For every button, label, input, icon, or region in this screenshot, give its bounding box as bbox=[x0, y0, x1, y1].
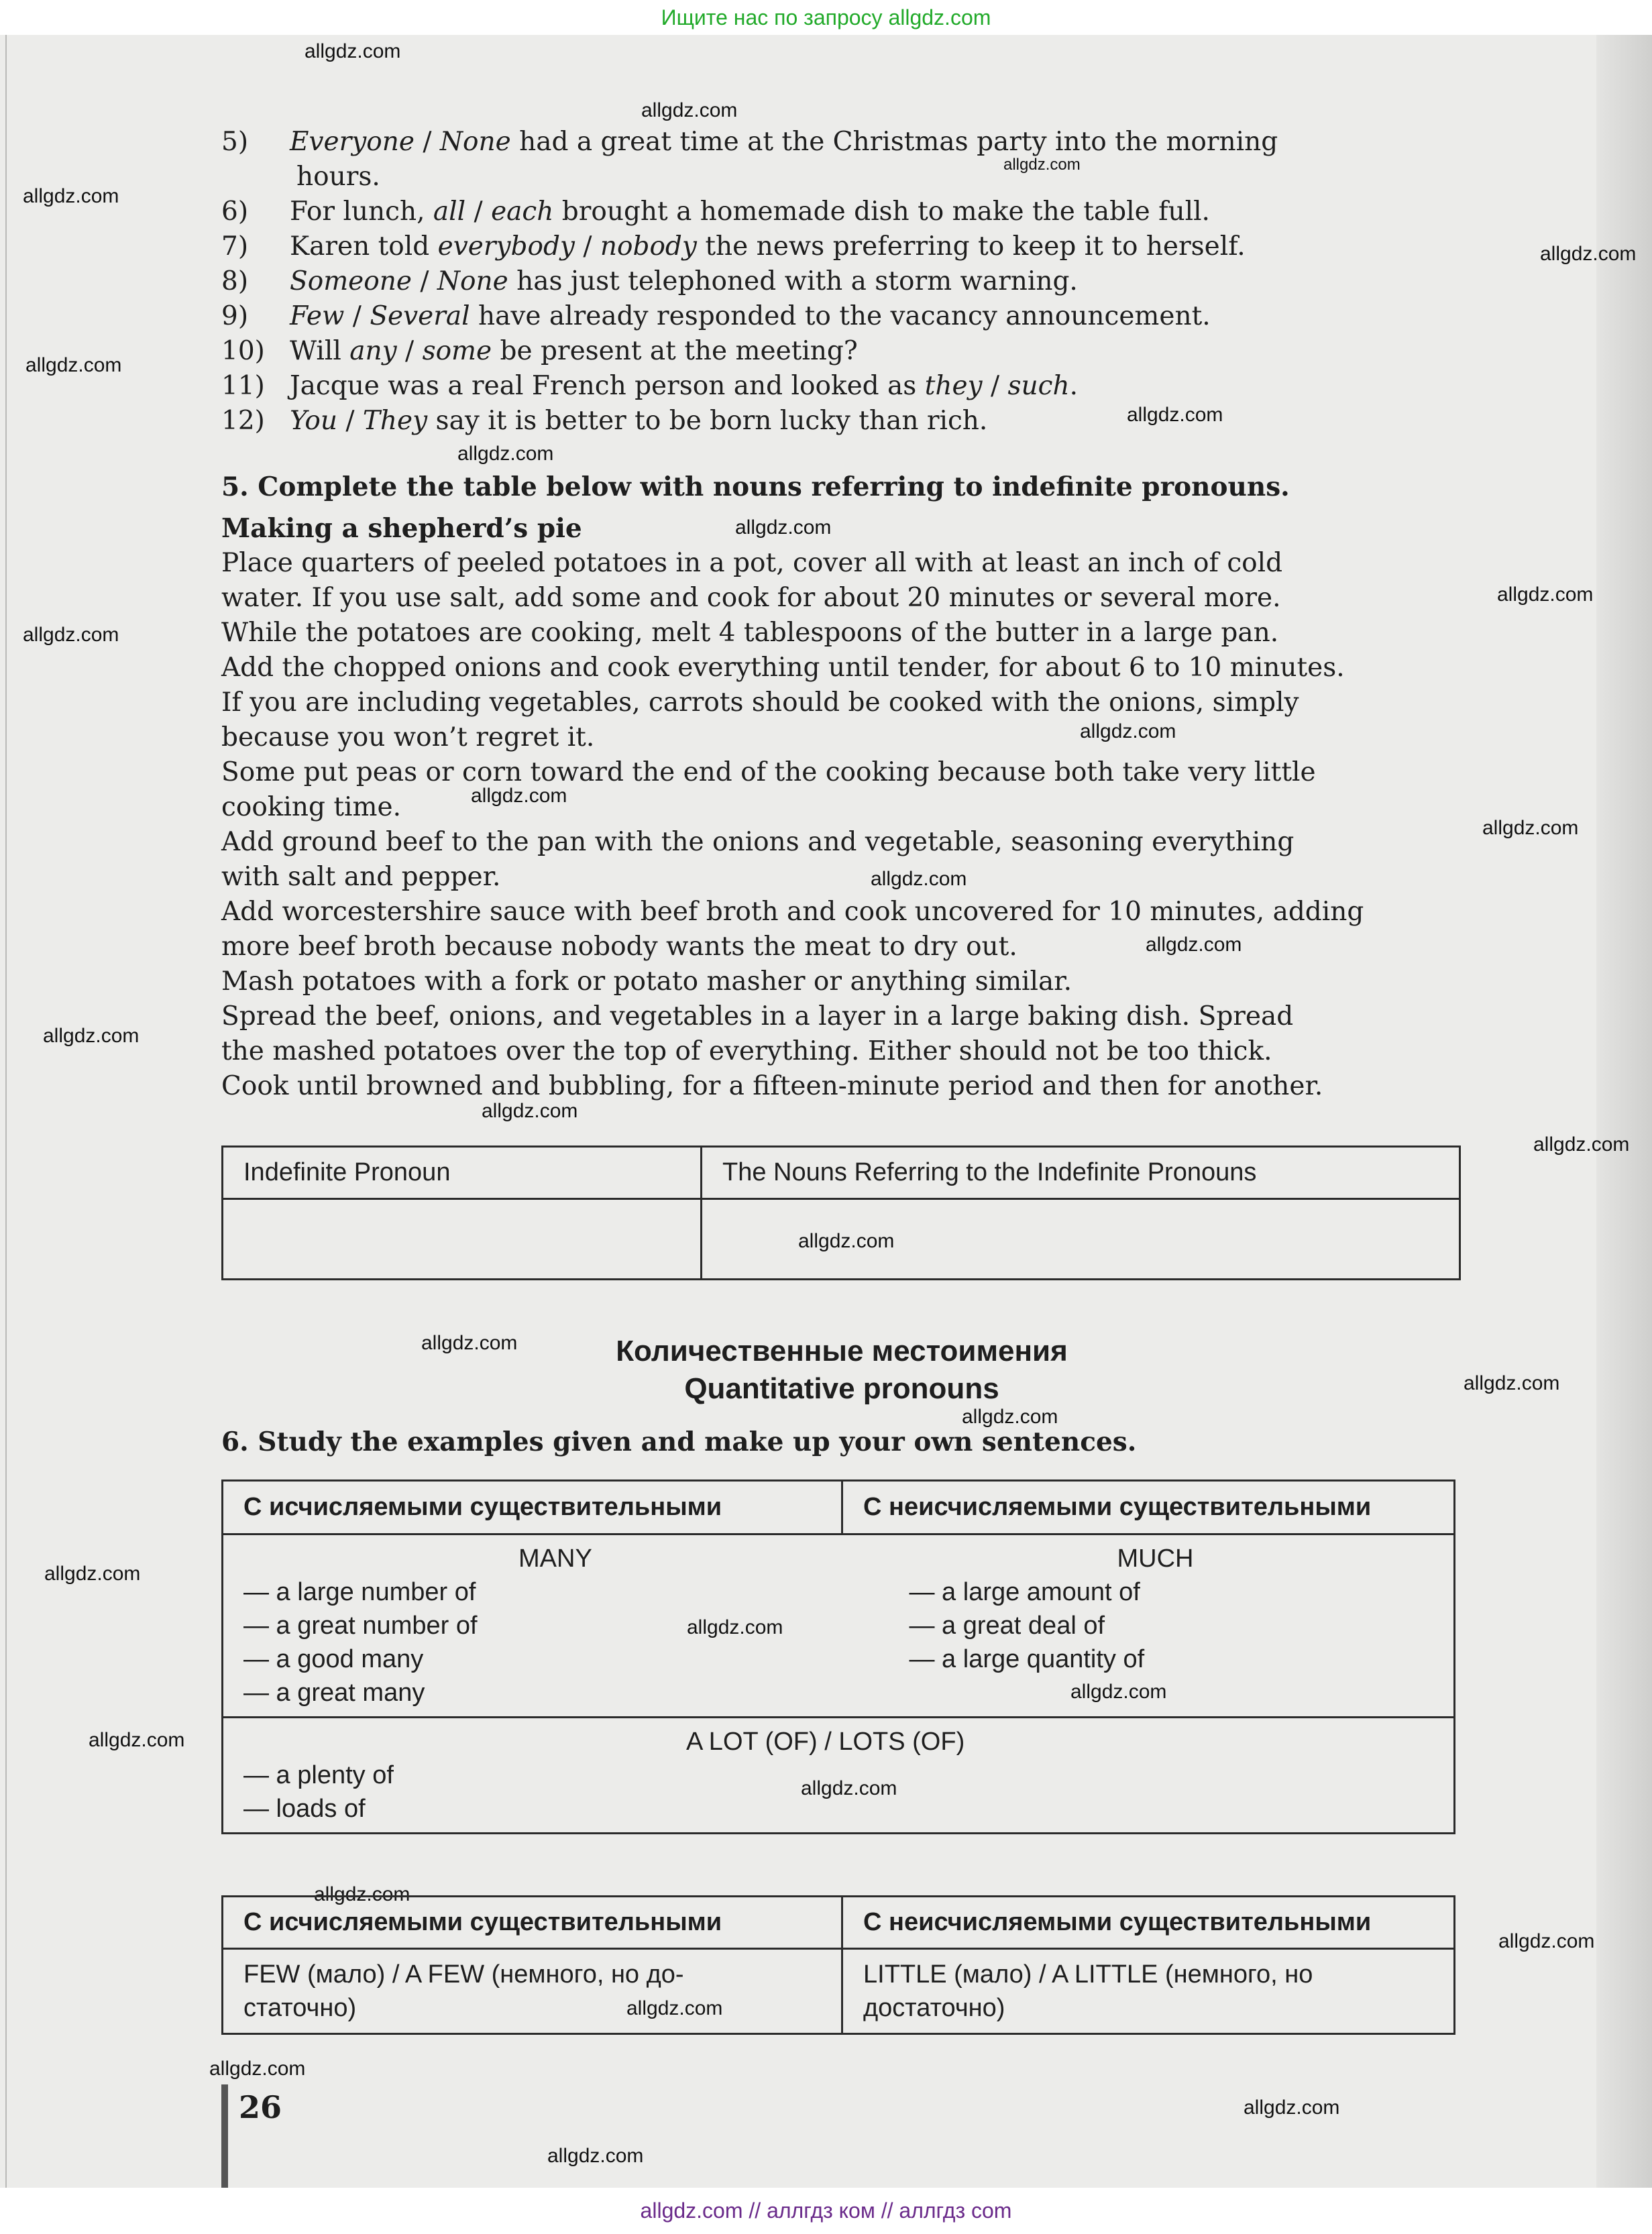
option-b[interactable]: None bbox=[437, 266, 508, 296]
option-b[interactable]: such bbox=[1007, 371, 1070, 401]
item-number: 8) bbox=[221, 266, 249, 296]
table-header-cell: The Nouns Referring to the Indefinite Pronouns bbox=[702, 1147, 1460, 1199]
page-number: 26 bbox=[239, 2089, 282, 2125]
watermark: allgdz.com bbox=[626, 1997, 723, 2019]
watermark: allgdz.com bbox=[89, 1729, 185, 1751]
item-text: has just telephoned with a storm warning. bbox=[508, 266, 1078, 296]
cell-line: достаточно) bbox=[863, 1994, 1005, 2022]
list-item: 11) Jacque was a real French person and looked as they / such. bbox=[221, 369, 1078, 404]
uncountable-cell bbox=[842, 1534, 1455, 1718]
lot-cell bbox=[223, 1718, 1455, 1834]
list-item: — a large amount of bbox=[909, 1578, 1140, 1606]
watermark: allgdz.com bbox=[1244, 2097, 1340, 2119]
option-b[interactable]: They bbox=[362, 406, 428, 436]
recipe-line: Add worcestershire sauce with beef broth and cook uncovered for 10 minutes, adding bbox=[221, 897, 1364, 927]
item-number: 11) bbox=[221, 371, 265, 401]
watermark: allgdz.com bbox=[1540, 243, 1637, 265]
list-item: — a large number of bbox=[243, 1578, 476, 1606]
list-item: — a plenty of bbox=[243, 1761, 394, 1789]
option-b[interactable]: Several bbox=[370, 301, 470, 331]
item-number: 12) bbox=[221, 406, 265, 436]
recipe-line: water. If you use salt, add some and cook for about 20 minutes or several more. bbox=[221, 583, 1281, 613]
quantitative-pronouns-table bbox=[221, 1479, 1455, 1834]
watermark: allgdz.com bbox=[798, 1230, 895, 1252]
few-little-table bbox=[221, 1895, 1455, 2035]
item-text: . bbox=[1069, 371, 1079, 401]
many-label: MANY bbox=[518, 1545, 592, 1573]
top-banner[interactable]: Ищите нас по запросу allgdz.com bbox=[0, 0, 1652, 35]
item-number: 9) bbox=[221, 301, 249, 331]
item-text: brought a homemade dish to make the table full. bbox=[553, 197, 1210, 227]
recipe-line: Mash potatoes with a fork or potato masher or anything similar. bbox=[221, 966, 1072, 997]
watermark: allgdz.com bbox=[801, 1777, 897, 1799]
list-item: 10) Will any / some be present at the meeting? bbox=[221, 334, 858, 369]
list-item: — a great number of bbox=[243, 1612, 478, 1640]
exercise-5-title: 5. Complete the table below with nouns referring to indefinite pronouns. bbox=[221, 471, 1290, 502]
exercise-6-title: 6. Study the examples given and make up your own sentences. bbox=[221, 1427, 1137, 1457]
option-b[interactable]: None bbox=[439, 127, 511, 157]
table-empty-cell[interactable] bbox=[223, 1199, 702, 1280]
option-a[interactable]: any bbox=[349, 336, 397, 366]
item-text: Jacque was a real French person and looked as bbox=[290, 371, 925, 401]
item-number: 10) bbox=[221, 336, 265, 366]
option-a[interactable]: Few bbox=[290, 301, 345, 331]
recipe-line: Place quarters of peeled potatoes in a pot, cover all with at least an inch of cold bbox=[221, 548, 1283, 578]
little-cell bbox=[842, 1949, 1455, 2034]
recipe-line: Add ground beef to the pan with the onions and vegetable, seasoning everything bbox=[221, 827, 1295, 857]
list-item: — loads of bbox=[243, 1795, 366, 1823]
option-a[interactable]: everybody bbox=[437, 231, 575, 262]
option-a[interactable]: Everyone bbox=[290, 127, 415, 157]
watermark: allgdz.com bbox=[471, 785, 567, 807]
list-item: 5) Everyone / None had a great time at the Christmas party into the morning bbox=[221, 125, 1278, 160]
few-cell bbox=[223, 1949, 842, 2034]
option-a[interactable]: Someone bbox=[290, 266, 412, 296]
recipe-line: because you won’t regret it. bbox=[221, 722, 595, 752]
watermark: allgdz.com bbox=[1533, 1133, 1630, 1156]
recipe-line: more beef broth because nobody wants the meat to dry out. bbox=[221, 932, 1017, 962]
recipe-line: Spread the beef, onions, and vegetables in a layer in a large baking dish. Spread bbox=[221, 1001, 1294, 1031]
recipe-line: Add the chopped onions and cook everything until tender, for about 6 to 10 minutes. bbox=[221, 653, 1345, 683]
list-item-continuation: hours. bbox=[296, 162, 380, 192]
cell-line: FEW (мало) / A FEW (немного, но до- bbox=[243, 1960, 684, 1989]
list-item: 8) Someone / None has just telephoned with a storm warning. bbox=[221, 264, 1078, 299]
watermark: allgdz.com bbox=[641, 99, 738, 121]
table-header-cell: Indefinite Pronoun bbox=[223, 1147, 702, 1199]
item-number: 7) bbox=[221, 231, 249, 262]
watermark: allgdz.com bbox=[482, 1100, 578, 1122]
watermark: allgdz.com bbox=[457, 443, 554, 465]
item-text: be present at the meeting? bbox=[492, 336, 858, 366]
option-a[interactable]: all bbox=[433, 197, 466, 227]
watermark: allgdz.com bbox=[735, 516, 832, 539]
watermark: allgdz.com bbox=[305, 40, 401, 62]
countable-cell bbox=[223, 1534, 842, 1718]
lot-label: A LOT (OF) / LOTS (OF) bbox=[686, 1728, 965, 1756]
option-a[interactable]: You bbox=[290, 406, 337, 436]
cell-line: LITTLE (мало) / A LITTLE (немного, но bbox=[863, 1960, 1313, 1989]
watermark: allgdz.com bbox=[1003, 156, 1081, 174]
watermark: allgdz.com bbox=[1127, 404, 1223, 426]
list-item: 9) Few / Several have already responded to the vacancy announcement. bbox=[221, 299, 1211, 334]
option-b[interactable]: some bbox=[422, 336, 492, 366]
watermark: allgdz.com bbox=[1497, 583, 1594, 606]
bottom-banner[interactable]: allgdz.com // аллгдз ком // аллгдз com bbox=[0, 2188, 1652, 2234]
item-number: 6) bbox=[221, 197, 249, 227]
cell-line: статочно) bbox=[243, 1994, 357, 2022]
table-header-cell: С неисчисляемыми существительными bbox=[842, 1481, 1455, 1534]
watermark: allgdz.com bbox=[1498, 1930, 1595, 1952]
recipe-line: cooking time. bbox=[221, 792, 401, 822]
table-header-cell: С исчисляемыми существительными bbox=[223, 1897, 842, 1949]
watermark: allgdz.com bbox=[1482, 817, 1579, 839]
item-text: For lunch, bbox=[290, 197, 433, 227]
watermark: allgdz.com bbox=[547, 2145, 644, 2167]
list-item: — a great deal of bbox=[909, 1612, 1105, 1640]
watermark: allgdz.com bbox=[1070, 1681, 1167, 1703]
watermark: allgdz.com bbox=[209, 2058, 306, 2080]
watermark: allgdz.com bbox=[687, 1616, 783, 1638]
recipe-line: Cook until browned and bubbling, for a fifteen-minute period and then for another. bbox=[221, 1071, 1323, 1101]
watermark: allgdz.com bbox=[962, 1406, 1058, 1428]
watermark: allgdz.com bbox=[1464, 1372, 1560, 1394]
section-title-ru: Количественные местоимения bbox=[616, 1335, 1068, 1367]
watermark: allgdz.com bbox=[25, 354, 122, 376]
item-text: had a great time at the Christmas party into the morning bbox=[510, 127, 1278, 157]
recipe-line: If you are including vegetables, carrots should be cooked with the onions, simply bbox=[221, 687, 1299, 718]
item-text: the news preferring to keep it to herself. bbox=[696, 231, 1246, 262]
item-text: have already responded to the vacancy announcement. bbox=[470, 301, 1211, 331]
list-item: — a good many bbox=[243, 1645, 424, 1673]
option-a[interactable]: they bbox=[924, 371, 983, 401]
table-empty-cell[interactable] bbox=[702, 1199, 1460, 1280]
recipe-line: the mashed potatoes over the top of everything. Either should not be too thick. bbox=[221, 1036, 1272, 1066]
indefinite-pronouns-table bbox=[221, 1146, 1461, 1280]
watermark: allgdz.com bbox=[314, 1883, 410, 1905]
watermark: allgdz.com bbox=[1146, 934, 1242, 956]
recipe-line: Some put peas or corn toward the end of the cooking because both take very little bbox=[221, 757, 1316, 787]
recipe-line: with salt and pepper. bbox=[221, 862, 501, 892]
option-b[interactable]: nobody bbox=[600, 231, 697, 262]
watermark: allgdz.com bbox=[421, 1332, 518, 1354]
watermark: allgdz.com bbox=[44, 1563, 141, 1585]
item-text: Will bbox=[290, 336, 350, 366]
watermark: allgdz.com bbox=[1080, 720, 1176, 742]
watermark: allgdz.com bbox=[43, 1025, 140, 1047]
item-text: Karen told bbox=[290, 231, 438, 262]
section-title-en: Quantitative pronouns bbox=[684, 1372, 999, 1405]
recipe-line: While the potatoes are cooking, melt 4 tablespoons of the butter in a large pan. bbox=[221, 618, 1279, 648]
list-item: — a large quantity of bbox=[909, 1645, 1145, 1673]
item-number: 5) bbox=[221, 127, 249, 157]
page-gutter bbox=[1596, 35, 1652, 2188]
list-item: — a great many bbox=[243, 1679, 425, 1707]
table-header-cell: С неисчисляемыми существительными bbox=[842, 1897, 1455, 1949]
item-text: say it is better to be born lucky than rich. bbox=[427, 406, 988, 436]
watermark: allgdz.com bbox=[23, 185, 119, 207]
option-b[interactable]: each bbox=[491, 197, 554, 227]
table-header-cell: С исчисляемыми существительными bbox=[223, 1481, 842, 1534]
watermark: allgdz.com bbox=[871, 868, 967, 890]
page-number-bar bbox=[221, 2084, 228, 2188]
recipe-title: Making a shepherd’s pie bbox=[221, 513, 582, 544]
list-item: 7) Karen told everybody / nobody the news preferring to keep it to herself. bbox=[221, 229, 1246, 264]
page-edge bbox=[5, 35, 7, 2188]
much-label: MUCH bbox=[1117, 1545, 1194, 1573]
list-item: 6) For lunch, all / each brought a homemade dish to make the table full. bbox=[221, 194, 1210, 229]
list-item: 12) You / They say it is better to be born lucky than rich. bbox=[221, 404, 987, 439]
watermark: allgdz.com bbox=[23, 624, 119, 646]
